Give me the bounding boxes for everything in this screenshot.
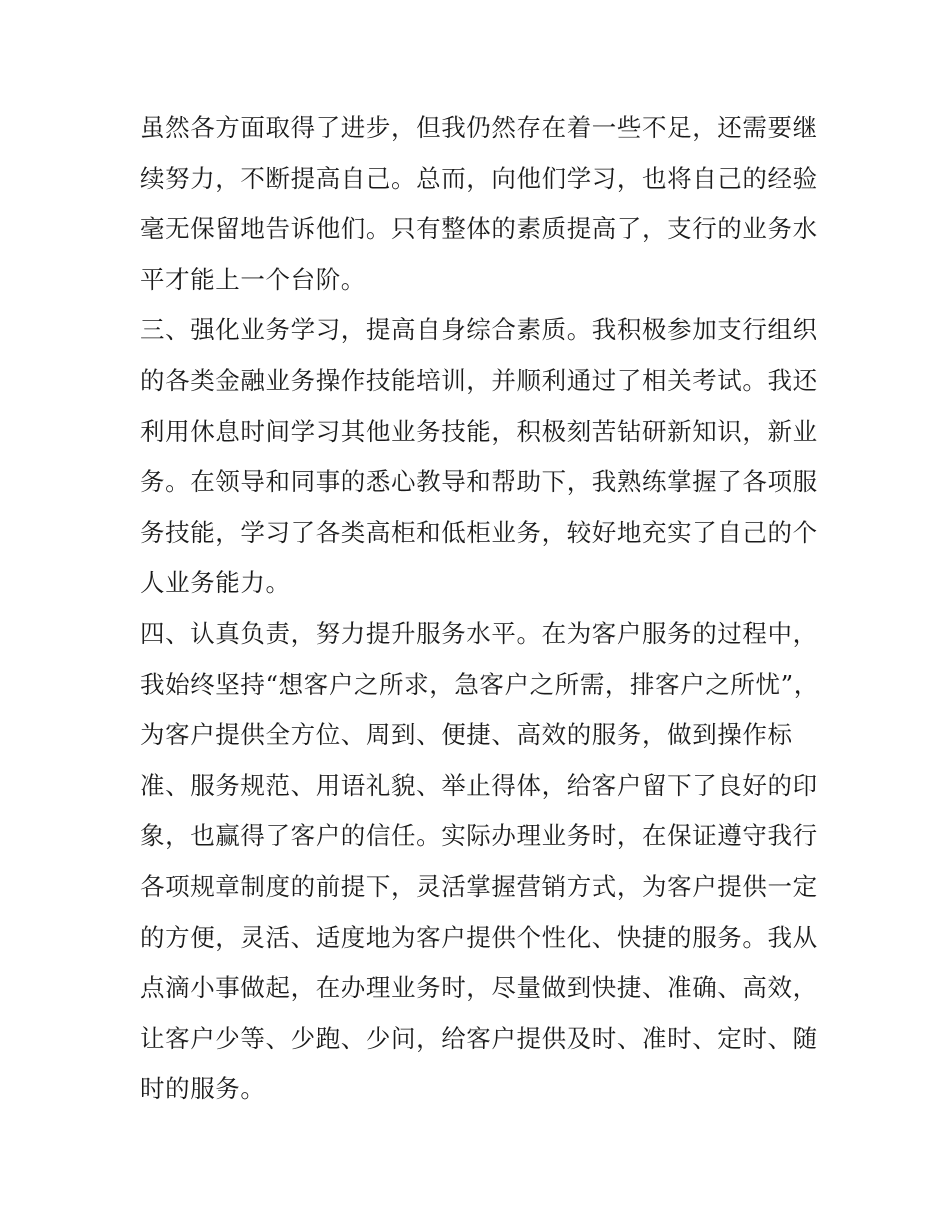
text-line: 我始终坚持“想客户之所求，急客户之所需，排客户之所忧”，: [140, 669, 819, 699]
text-line: 的方便，灵活、适度地为客户提供个性化、快捷的服务。我从: [140, 922, 818, 952]
text-line: 准、服务规范、用语礼貌、举止得体，给客户留下了良好的印: [140, 770, 818, 800]
text-line: 三、强化业务学习，提高自身综合素质。我积极参加支行组织: [140, 315, 818, 345]
text-line: 四、认真负责，努力提升服务水平。在为客户服务的过程中，: [140, 618, 818, 648]
text-line: 务。在领导和同事的悉心教导和帮助下，我熟练掌握了各项服: [140, 467, 818, 497]
text-line: 为客户提供全方位、周到、便捷、高效的服务，做到操作标: [140, 720, 793, 750]
text-line: 人业务能力。: [140, 568, 291, 598]
text-line: 务技能，学习了各类高柜和低柜业务，较好地充实了自己的个: [140, 517, 818, 547]
text-line: 的各类金融业务操作技能培训，并顺利通过了相关考试。我还: [140, 365, 818, 395]
text-line: 续努力，不断提高自己。总而，向他们学习，也将自己的经验: [140, 163, 818, 193]
text-line: 平才能上一个台阶。: [140, 264, 366, 294]
document-body: [140, 103, 830, 1115]
text-line: 让客户少等、少跑、少问，给客户提供及时、准时、定时、随: [140, 1023, 818, 1053]
text-line: 象，也赢得了客户的信任。实际办理业务时，在保证遵守我行: [140, 821, 818, 851]
text-line: 时的服务。: [140, 1074, 266, 1104]
text-line: 各项规章制度的前提下，灵活掌握营销方式，为客户提供一定: [140, 871, 818, 901]
text-line: 利用休息时间学习其他业务技能，积极刻苦钻研新知识，新业: [140, 416, 818, 446]
text-line: 虽然各方面取得了进步，但我仍然存在着一些不足，还需要继: [140, 113, 818, 142]
text-line: 点滴小事做起，在办理业务时，尽量做到快捷、准确、高效，: [140, 973, 818, 1003]
text-line: 毫无保留地告诉他们。只有整体的素质提高了，支行的业务水: [140, 214, 818, 244]
